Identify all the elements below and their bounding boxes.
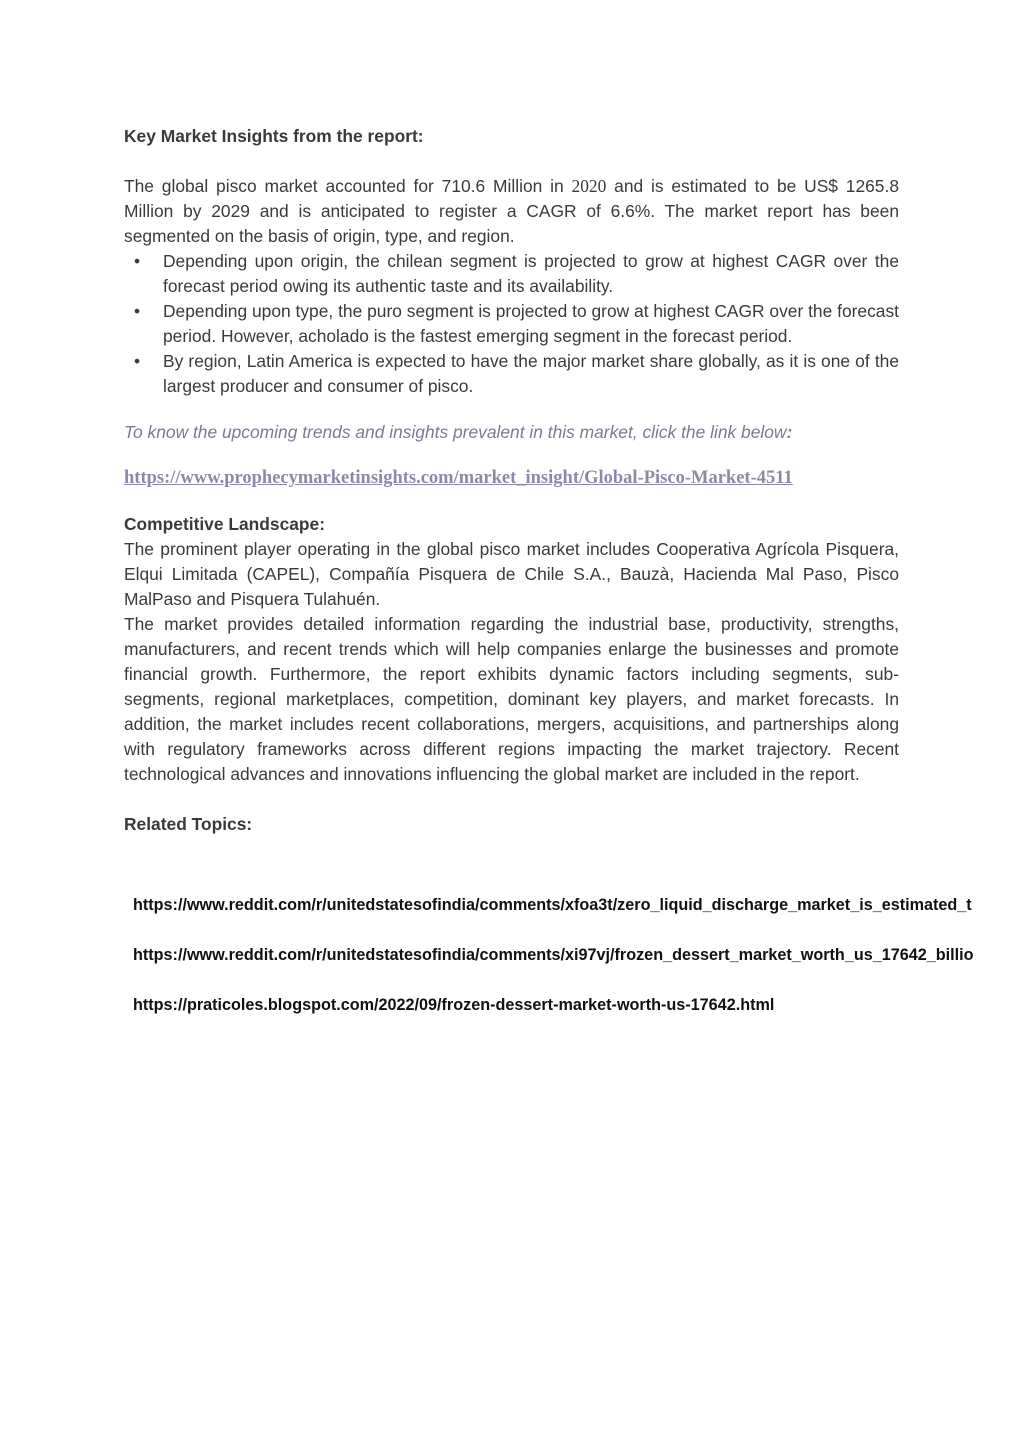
related-link[interactable]: https://www.reddit.com/r/unitedstatesofindia/comments/xfoa3t/zero_liquid_discharge_market_is_estimated_t — [133, 896, 972, 914]
bullet-icon: • — [133, 351, 141, 371]
list-item — [124, 249, 899, 299]
bullet-text: Depending upon origin, the chilean segment is projected to grow at highest CAGR over the forecast period owing its authentic taste and its availability. — [163, 251, 899, 296]
players-paragraph: The prominent player operating in the global pisco market includes Cooperativa Agrícola Pisquera, Elqui Limitada (CAPEL), Compañía Pisquera de Chile S.A., Bauzà, Hacienda Mal Paso, Pisco MalPaso and Pisquera Tulahuén. — [124, 539, 899, 609]
related-links-list — [133, 893, 1023, 1043]
trends-note-colon: : — [786, 422, 793, 442]
trends-note-text: To know the upcoming trends and insights prevalent in this market, click the link below — [124, 422, 787, 442]
list-item — [124, 299, 899, 349]
report-link[interactable]: https://www.prophecymarketinsights.com/market_insight/Global-Pisco-Market-4511 — [124, 468, 793, 488]
related-topics-heading: Related Topics: — [124, 814, 253, 834]
bullet-icon: • — [133, 251, 141, 271]
list-item — [124, 349, 899, 399]
intro-text-end: and is estimated to be US$ 1265.8 Million by 2029 and is anticipated to register a CAGR of 6.6%. The market report has been segmented on the basis of origin, type, and region. — [124, 176, 899, 246]
bullet-icon: • — [133, 301, 141, 321]
bullet-text: Depending upon type, the puro segment is projected to grow at highest CAGR over the forecast period. However, acholado is the fastest emerging segment in the forecast period. — [163, 301, 899, 346]
market-intro-paragraph — [124, 174, 899, 249]
document-body — [124, 124, 899, 837]
intro-text-start: The global pisco market accounted for 710.6 Million in — [124, 176, 572, 196]
intro-year: 2020 — [571, 176, 607, 196]
market-details-paragraph: The market provides detailed information regarding the industrial base, productivity, strengths, manufacturers, and recent trends which will help companies enlarge the businesses and promote financial growth. Furthermore, the report exhibits dynamic factors including segments, sub-segments, regional marketplaces, competition, dominant key players, and market forecasts. In addition, the market includes recent collaborations, mergers, acquisitions, and partnerships along with regulatory frameworks across different regions impacting the market trajectory. Recent technological advances and innovations influencing the global market are included in the report. — [124, 614, 899, 784]
related-link[interactable]: https://www.reddit.com/r/unitedstatesofindia/comments/xi97vj/frozen_dessert_market_worth_us_17642_billio — [133, 946, 974, 964]
competitive-landscape-heading: Competitive Landscape: — [124, 514, 326, 534]
insights-bullet-list — [124, 249, 899, 399]
trends-note — [124, 420, 899, 445]
bullet-text: By region, Latin America is expected to have the major market share globally, as it is one of the largest producer and consumer of pisco. — [163, 351, 899, 396]
related-link[interactable]: https://praticoles.blogspot.com/2022/09/frozen-dessert-market-worth-us-17642.html — [133, 996, 775, 1014]
key-insights-heading: Key Market Insights from the report: — [124, 126, 424, 146]
